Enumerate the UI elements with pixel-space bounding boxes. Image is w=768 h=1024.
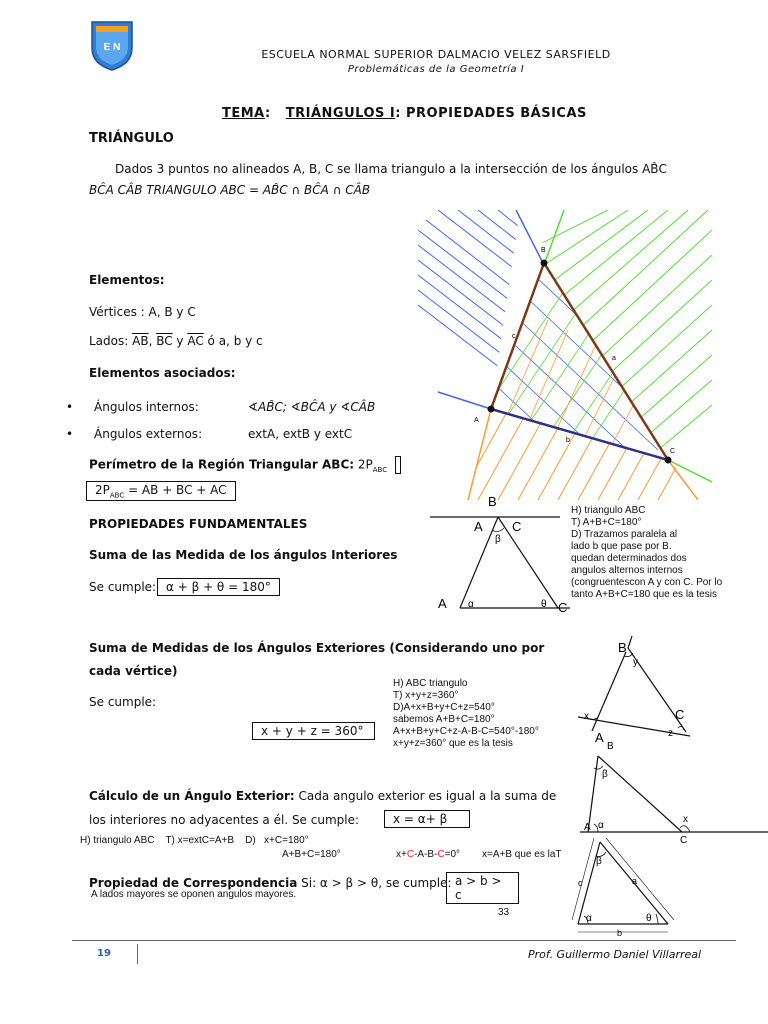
page-title: TEMA: TRIÁNGULOS I: PROPIEDADES BÁSICAS	[222, 106, 587, 121]
exterior-angle-formula: x = α+ β	[384, 810, 470, 828]
exterior-angle-line-2: los interiores no adyacentes a él. Se cumple:	[89, 813, 360, 827]
svg-text:B: B	[618, 640, 627, 655]
se-cumple-2: Se cumple:	[89, 695, 157, 709]
svg-text:α: α	[598, 820, 604, 831]
correspondence-line: Propiedad de Correspondencia Si: α > β > θ, se cumple:	[89, 876, 452, 890]
correspondence-figure	[560, 828, 700, 940]
footer-divider	[137, 944, 138, 964]
svg-text:α: α	[468, 599, 474, 610]
svg-text:b: b	[617, 928, 623, 938]
perimeter-formula-box: $2P_{ABC}$ = AB + BC + AC	[86, 481, 236, 501]
sum-interior-formula: α + β + θ = 180°	[157, 578, 280, 596]
school-name: ESCUELA NORMAL SUPERIOR DALMACIO VELEZ SARSFIELD	[261, 48, 611, 61]
svg-text:y: y	[633, 657, 638, 668]
se-cumple-1: Se cumple:	[89, 580, 157, 594]
proof-1: H) triangulo ABC T) A+B+C=180° D) Trazamos paralela al lado b que pase por B. quedan determinados dos angulos alternos internos (congruentescon A y con C. Por lo tanto A+B+C=180 que es la tesis	[571, 505, 723, 600]
svg-text:E N: E N	[103, 42, 121, 53]
svg-text:A: A	[474, 417, 479, 424]
perimeter-line: Perímetro de la Región Triangular ABC: $2P_{ABC}$	[89, 456, 401, 474]
svg-text:b: b	[566, 437, 570, 444]
svg-text:A: A	[584, 822, 591, 833]
svg-text:θ: θ	[646, 913, 652, 924]
svg-text:C: C	[670, 448, 676, 455]
svg-text:a: a	[632, 876, 638, 886]
sum-exterior-heading-2: cada vértice)	[89, 664, 178, 678]
sum-interior-heading: Suma de las Medida de los ángulos Interiores	[89, 548, 398, 562]
svg-text:a: a	[612, 355, 616, 362]
svg-text:A: A	[474, 519, 483, 534]
svg-text:C: C	[512, 519, 522, 534]
svg-text:β: β	[495, 534, 501, 545]
sum-exterior-heading-1: Suma de Medidas de los Ángulos Exteriores (Considerando uno por	[89, 641, 545, 655]
proof-3-line-2b: x+C-A-B-C=0°	[396, 849, 461, 860]
svg-text:α: α	[586, 913, 592, 924]
svg-text:β: β	[596, 856, 602, 867]
vertices-line: Vértices : A, B y C	[89, 305, 196, 319]
proof-3-line-1: H) triangulo ABC T) x=extC=A+B D) x+C=180°	[80, 835, 309, 846]
sides-line: Lados: $\overline{AB}$, $\overline{BC}$ y $\overline{AC}$ ó a, b y c	[89, 334, 263, 348]
triangle-heading: TRIÁNGULO	[89, 131, 174, 146]
svg-text:c: c	[578, 878, 583, 888]
exterior-angles-figure	[578, 636, 698, 746]
svg-text:C: C	[675, 707, 685, 722]
svg-text:θ: θ	[541, 599, 547, 610]
triangle-region-figure	[418, 210, 712, 500]
correspondence-formula: a > b > c	[446, 872, 519, 904]
parallel-proof-figure	[430, 494, 570, 614]
svg-text:A: A	[438, 596, 447, 611]
svg-text:C: C	[558, 600, 568, 614]
svg-text:B: B	[488, 494, 497, 509]
inner-page-number: 33	[498, 907, 510, 918]
svg-text:C: C	[680, 835, 688, 846]
proof-3-line-2c: x=A+B que es laT	[482, 849, 562, 860]
associated-heading: Elementos asociados:	[89, 366, 236, 380]
correspondence-note: A lados mayores se oponen angulos mayores.	[91, 889, 297, 900]
definition-line-2: BĈA CÂB TRIANGULO ABC = AB̂C ∩ BĈA ∩ CÂB	[89, 183, 371, 197]
proof-2: H) ABC triangulo T) x+y+z=360° D)A+x+B+y+C+z=540° sabemos A+B+C=180° A+x+B+y+C+z-A-B-C=540°-180° x+y+z=360° que es la tesis	[393, 678, 539, 749]
definition-line-1: Dados 3 puntos no alineados A, B, C se llama triangulo a la intersección de los ángulos AB̂C	[115, 162, 667, 176]
footer-page-number: 19	[97, 948, 111, 959]
svg-text:β: β	[602, 769, 608, 780]
svg-text:A: A	[595, 730, 604, 745]
sum-exterior-formula: x + y + z = 360°	[252, 722, 375, 740]
svg-text:z: z	[668, 728, 673, 739]
svg-text:x: x	[584, 711, 589, 722]
elements-heading: Elementos:	[89, 273, 165, 287]
proof-3-line-2a: A+B+C=180°	[282, 849, 341, 860]
exterior-angle-line-1: Cálculo de un Ángulo Exterior: Cada angulo exterior es igual a la suma de	[89, 789, 557, 803]
svg-text:c: c	[512, 333, 516, 340]
svg-text:B: B	[541, 247, 546, 254]
svg-text:B: B	[607, 741, 614, 752]
footer-rule	[72, 940, 736, 941]
svg-text:x: x	[683, 814, 688, 825]
subject-name: Problemáticas de la Geometría I	[347, 64, 525, 75]
footer-author: Prof. Guillermo Daniel Villarreal	[528, 948, 702, 961]
properties-heading: PROPIEDADES FUNDAMENTALES	[89, 517, 308, 531]
